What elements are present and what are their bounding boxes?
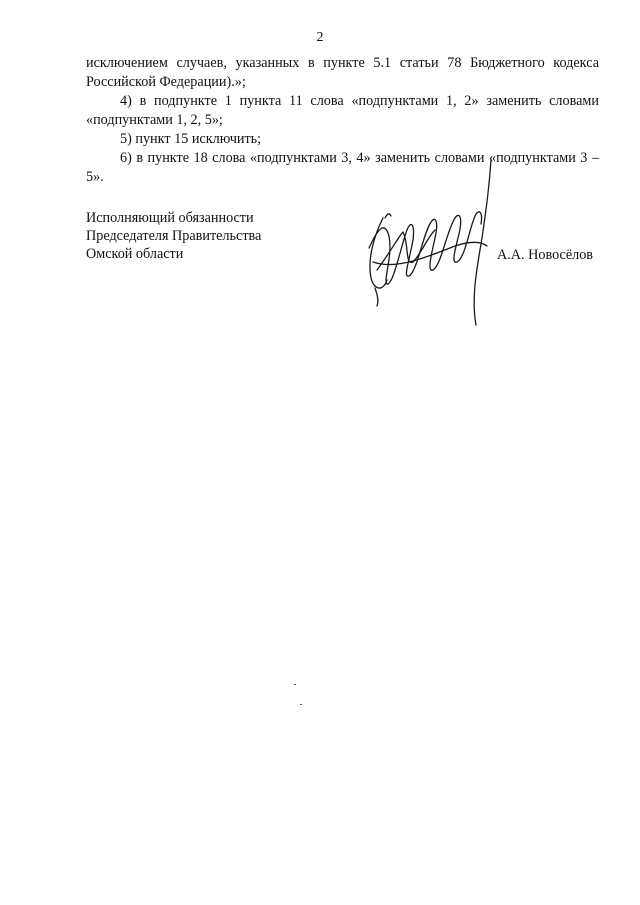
handwritten-signature-icon (355, 150, 505, 330)
scan-speck (300, 704, 302, 705)
document-body (86, 54, 599, 187)
paragraph-item-4: 4) в подпункте 1 пункта 11 слова «подпунктами 1, 2» заменить словами «подпунктами 1, 2, 5»; (86, 93, 599, 128)
scan-speck (294, 684, 296, 685)
page-number: 2 (316, 30, 324, 45)
signatory-position (86, 209, 306, 263)
signatory-position-line: Председателя Правительства (86, 228, 262, 244)
signer-name: А.А. Новосёлов (497, 247, 593, 263)
paragraph-continuation: исключением случаев, указанных в пункте 5.1 статьи 78 Бюджетного кодекса Российской Федерации).»; (86, 55, 599, 90)
paragraph-item-6: 6) в пункте 18 слова «подпунктами 3, 4» заменить словами «подпунктами 3 – 5». (86, 150, 599, 185)
signatory-position-line: Омской области (86, 246, 184, 262)
paragraph-item-5: 5) пункт 15 исключить; (120, 131, 262, 147)
signatory-position-line: Исполняющий обязанности (86, 210, 254, 226)
